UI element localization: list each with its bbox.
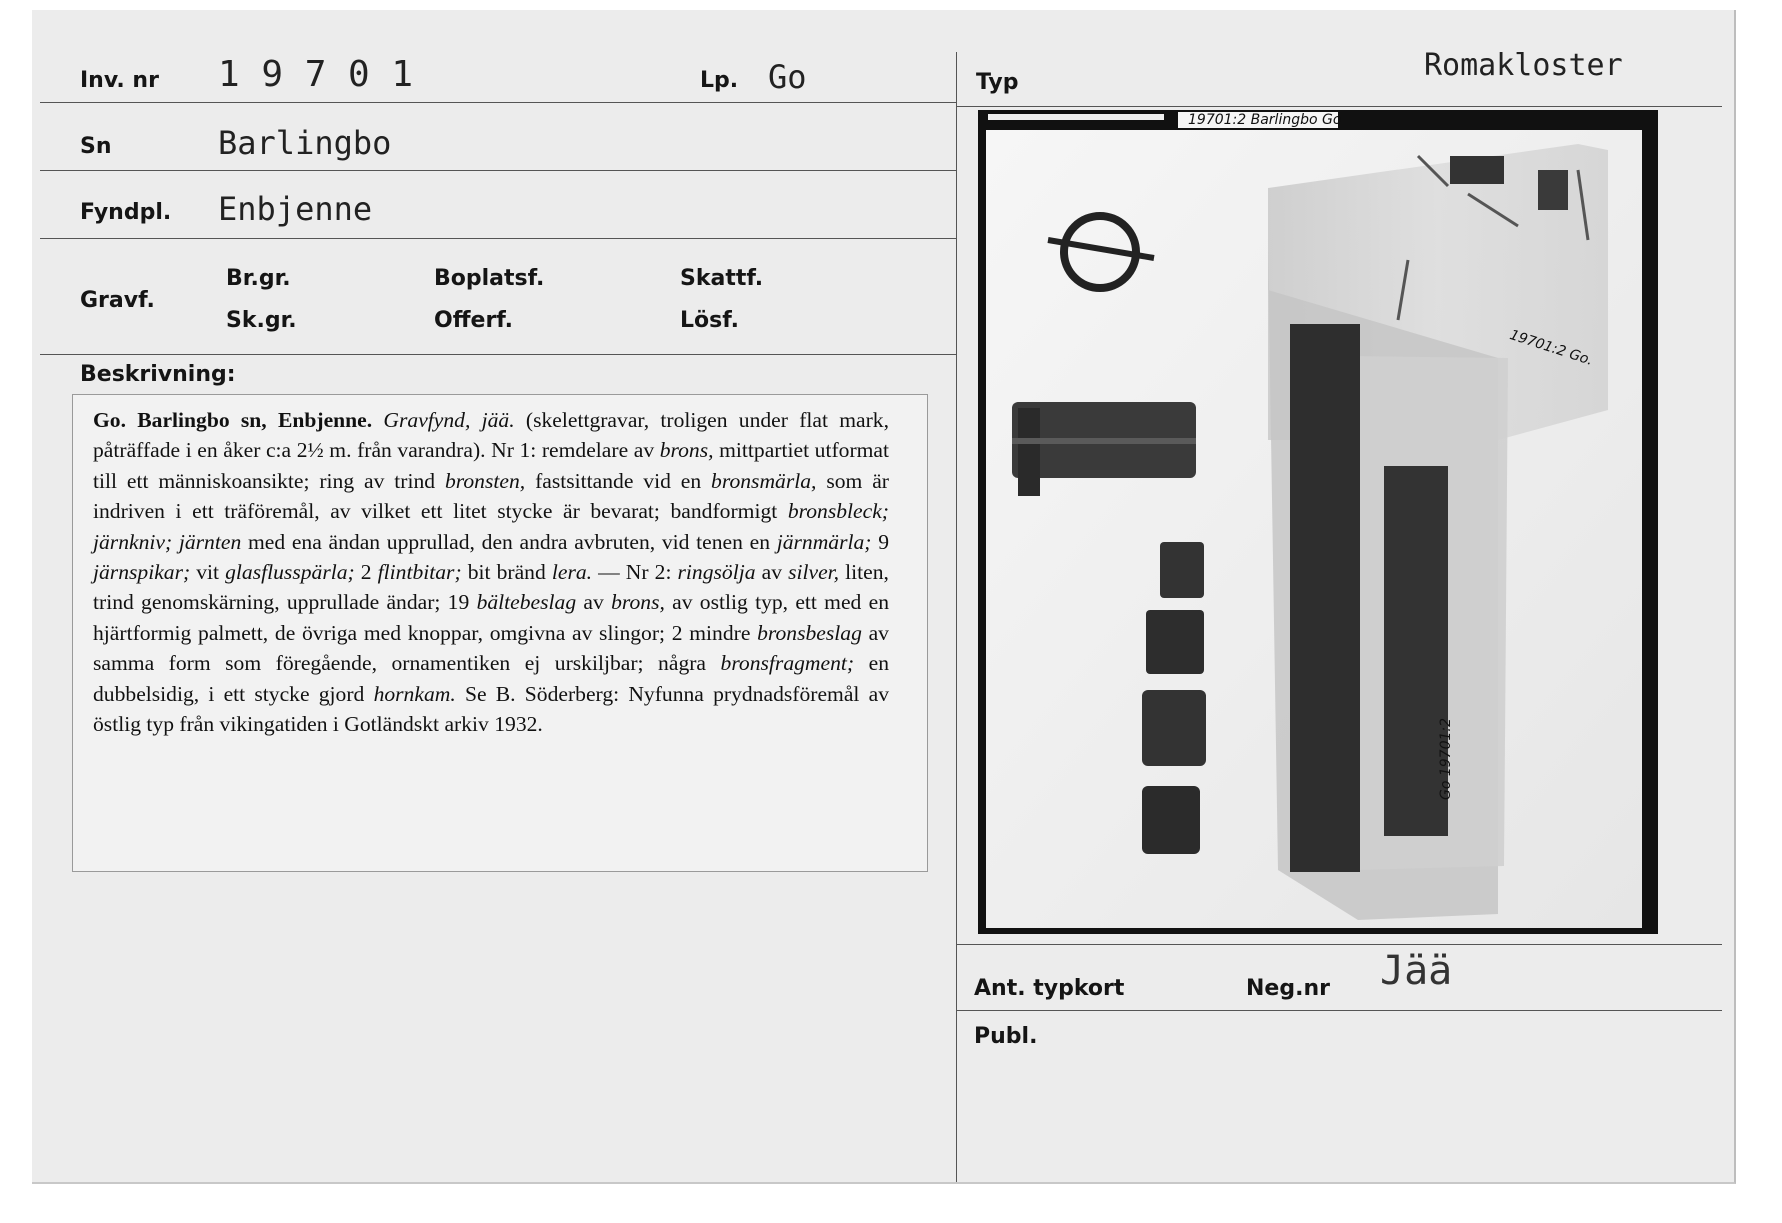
photo-label-top: 19701:2 Barlingbo Go xyxy=(1188,112,1342,128)
desc-text: av xyxy=(583,590,604,615)
belt-fittings-column-1 xyxy=(1290,324,1360,872)
skattf-label: Skattf. xyxy=(680,266,764,291)
desc-text: 2 xyxy=(360,560,372,585)
desc-text: 9 xyxy=(878,529,890,554)
desc-text: av ostlig typ, ett med en hjärtformig palmett, de övriga med knoppar, omgivna av slingor; 2 mindre xyxy=(93,590,890,645)
desc-italic: brons, xyxy=(659,438,714,463)
desc-text: som är indriven i ett träföremål, av vilket ett litet stycke är bevarat; bandformigt xyxy=(93,468,889,524)
desc-text: liten, trind genomskärning, upprullade ändar; 19 xyxy=(93,560,889,615)
description-box xyxy=(72,394,928,872)
desc-italic: järnmärla; xyxy=(776,529,872,554)
desc-italic: bronsbleck; järnkniv; järnten xyxy=(93,499,889,554)
inv-nr-label: Inv. nr xyxy=(80,68,159,93)
catalogue-card xyxy=(32,10,1736,1184)
desc-italic: bronsten, xyxy=(444,468,526,493)
rule-photo-bottom xyxy=(956,944,1722,945)
desc-text: bit bränd xyxy=(467,560,546,585)
desc-text: — Nr 2: xyxy=(598,560,672,585)
rule-row1 xyxy=(40,102,956,103)
desc-text: (skelettgravar, troligen under flat mark, påträffade i en åker c:a 2½ m. från varandra). Nr 1: remdelare av xyxy=(93,408,890,463)
desc-text: av samma form som föregående, ornamentiken ej urskiljbar; några xyxy=(93,620,889,676)
photo-graphic xyxy=(978,110,1658,934)
typ-value: Romakloster xyxy=(1424,48,1623,83)
desc-italic: glasflusspärla; xyxy=(225,560,355,585)
bronze-fragment-2 xyxy=(1538,170,1568,210)
offerf-label: Offerf. xyxy=(434,308,514,333)
desc-text: mittpartiet utformat till ett människoansikte; ring av trind xyxy=(93,438,890,493)
mount-3 xyxy=(1142,690,1206,766)
desc-text: fastsittande vid en xyxy=(535,468,702,493)
skgr-label: Sk.gr. xyxy=(226,308,297,333)
photo-label-bag: 19701:2 Go. xyxy=(1507,327,1595,369)
lp-label: Lp. xyxy=(700,68,739,93)
mount-2 xyxy=(1146,610,1204,674)
negnr-label: Neg.nr xyxy=(1246,976,1330,1001)
desc-italic: bronsbeslag xyxy=(757,620,862,645)
desc-italic: hornkam. xyxy=(373,681,456,706)
desc-italic: Gravfynd, jää. xyxy=(383,408,515,432)
desc-italic: lera. xyxy=(551,560,593,585)
comb-rib xyxy=(1012,438,1196,444)
mount-4 xyxy=(1142,786,1200,854)
desc-heading: Go. Barlingbo sn, Enbjenne. xyxy=(93,408,373,432)
desc-text: en dubbelsidig, i ett stycke gjord xyxy=(93,651,889,706)
rule-row4 xyxy=(40,354,956,355)
column-divider xyxy=(956,52,957,1182)
desc-italic: flintbitar; xyxy=(377,560,462,585)
desc-text: Se B. Söderberg: Nyfunna prydnadsföremål av östlig typ från vikingatiden i Gotländskt arkiv 1932. xyxy=(93,681,889,737)
lp-value: Go xyxy=(768,58,807,96)
photo-label-strip: Go 19701:2 xyxy=(1438,717,1454,800)
desc-italic: bronsfragment; xyxy=(720,651,855,676)
desc-text: vit xyxy=(196,560,220,585)
fyndpl-label: Fyndpl. xyxy=(80,200,172,225)
desc-text: med ena ändan upprullad, den andra avbruten, vid tenen en xyxy=(247,529,770,554)
negnr-value: Jää xyxy=(1380,948,1453,994)
mount-1 xyxy=(1160,542,1204,598)
rule-row3 xyxy=(40,238,956,239)
sn-label: Sn xyxy=(80,134,112,159)
beskrivning-label: Beskrivning: xyxy=(80,362,236,387)
desc-italic: brons, xyxy=(611,590,665,615)
gravf-label: Gravf. xyxy=(80,288,155,313)
photo-label-edge xyxy=(988,114,1164,120)
desc-italic: silver, xyxy=(788,560,840,585)
publ-label: Publ. xyxy=(974,1024,1038,1049)
rule-typ xyxy=(956,106,1722,107)
artifact-photo xyxy=(978,110,1658,934)
sn-value: Barlingbo xyxy=(218,124,392,162)
rule-negnr xyxy=(956,1010,1722,1011)
typ-label: Typ xyxy=(976,70,1019,95)
desc-italic: järnspikar; xyxy=(93,560,191,585)
rule-row2 xyxy=(40,170,956,171)
desc-italic: bronsmärla, xyxy=(711,468,817,493)
ant-typkort-label: Ant. typkort xyxy=(974,976,1125,1001)
desc-text: av xyxy=(761,560,782,585)
description-text xyxy=(93,405,889,739)
losf-label: Lösf. xyxy=(680,308,739,333)
fyndpl-value: Enbjenne xyxy=(218,190,373,228)
boplatsf-label: Boplatsf. xyxy=(434,266,545,291)
bronze-fragments xyxy=(1450,156,1504,184)
desc-italic: bältebeslag xyxy=(476,590,577,615)
brgr-label: Br.gr. xyxy=(226,266,291,291)
desc-italic: ringsölja xyxy=(677,560,756,585)
inv-nr-value: 1 9 7 0 1 xyxy=(218,54,414,95)
comb-end xyxy=(1018,408,1040,496)
